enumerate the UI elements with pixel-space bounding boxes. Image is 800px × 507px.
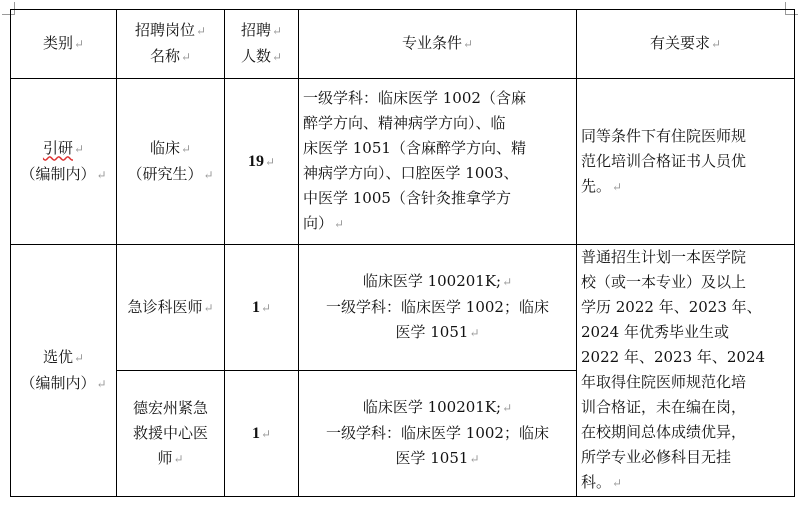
row2-position: 急诊科医师↵ xyxy=(117,245,225,371)
row2-requirements: 普通招生计划一本医学院 校（或一本专业）及以上 学历 2022 年、2023 年、 2024 年优秀毕业生或 2022 年、2023 年、2024 年取得住院医师规范化培 训合格证，未在编在岗， 在校期间总体成绩优异， 所学专业必修科目无挂 科。↵ xyxy=(577,245,795,497)
header-requirements: 有关要求↵ xyxy=(577,10,795,79)
row2-count: 1↵ xyxy=(225,245,299,371)
table-header-row xyxy=(11,10,795,79)
header-category: 类别↵ xyxy=(11,10,117,79)
recruitment-table xyxy=(10,9,795,497)
header-position: 招聘岗位↵ 名称↵ xyxy=(117,10,225,79)
row1-category: 引研↵ （编制内）↵ xyxy=(11,79,117,245)
row2-major: 临床医学 100201K;↵ 一级学科：临床医学 1002；临床 医学 1051↵ xyxy=(299,245,577,371)
table-row xyxy=(11,245,795,371)
header-major: 专业条件↵ xyxy=(299,10,577,79)
row3-position: 德宏州紧急 救援中心医 师↵ xyxy=(117,371,225,497)
header-count: 招聘↵ 人数↵ xyxy=(225,10,299,79)
row3-count: 1↵ xyxy=(225,371,299,497)
table-row xyxy=(11,79,795,245)
row3-major: 临床医学 100201K;↵ 一级学科：临床医学 1002；临床 医学 1051↵ xyxy=(299,371,577,497)
row1-count: 19↵ xyxy=(225,79,299,245)
row1-position: 临床↵ （研究生）↵ xyxy=(117,79,225,245)
row1-requirements: 同等条件下有住院医师规 范化培训合格证书人员优 先。↵ xyxy=(577,79,795,245)
row1-major: 一级学科：临床医学 1002（含麻 醉学方向、精神病学方向）、临 床医学 1051（含麻醉学方向、精 神病学方向）、口腔医学 1003、 中医学 1005（含针灸推拿学方 向）↵ xyxy=(299,79,577,245)
row2-category: 选优↵ （编制内）↵ xyxy=(11,245,117,497)
